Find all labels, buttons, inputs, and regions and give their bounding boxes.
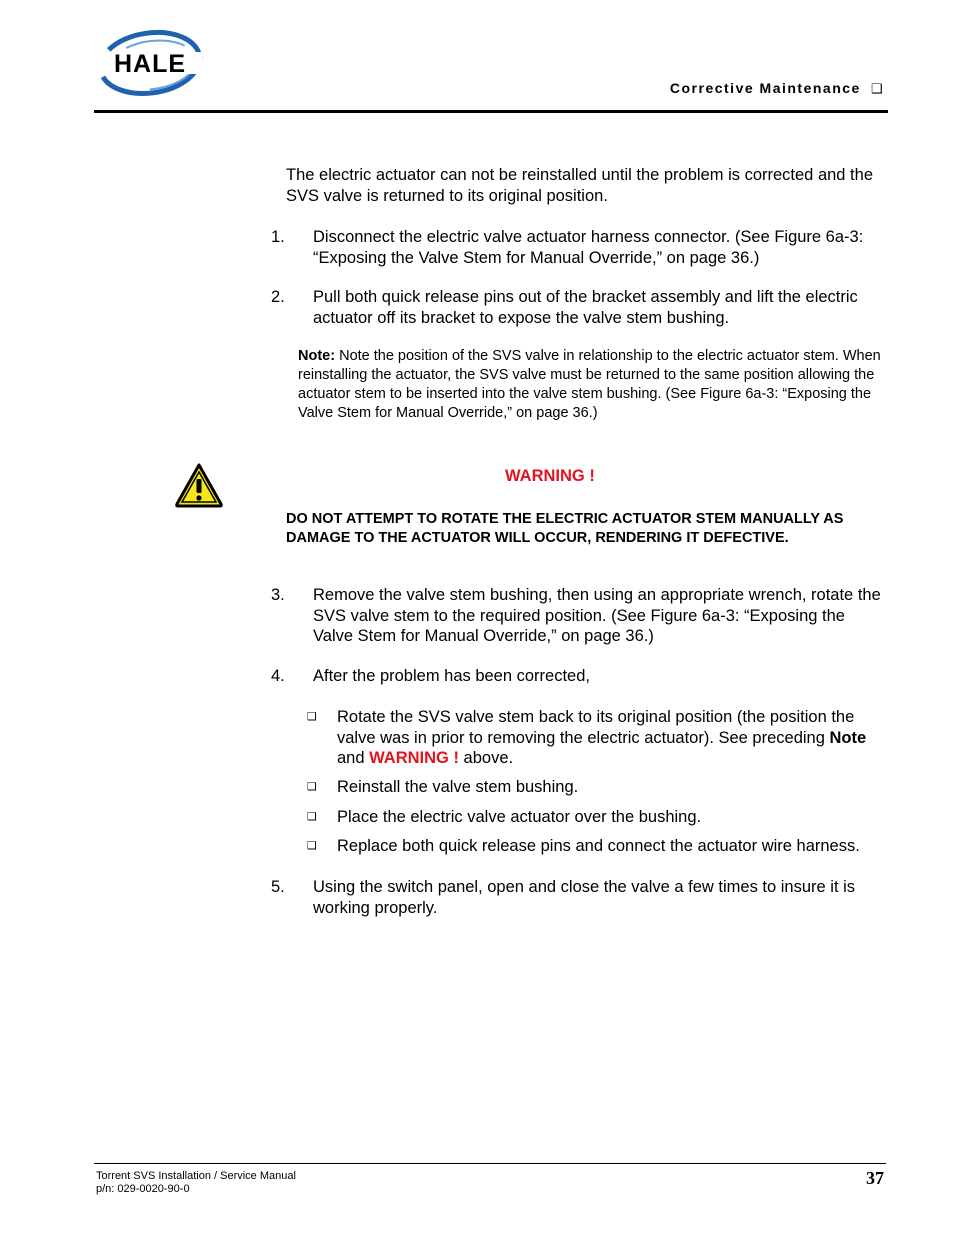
step-2-text: Pull both quick release pins out of the bracket assembly and lift the electric actuator off its bracket to expose the valve stem bushing. xyxy=(313,288,858,327)
step-5-text: Using the switch panel, open and close the valve a few times to insure it is working properly. xyxy=(313,878,856,917)
substep-4-marker: ❑ xyxy=(307,840,317,852)
page-number: 37 xyxy=(866,1168,884,1188)
note-text: Note the position of the SVS valve in relationship to the electric actuator stem. When reinstalling the actuator, the SVS valve must be returned to the same position allowing the actuator stem to be inserted into the valve stem bushing. (See Figure 6a-3: “Exposing the Valve Stem for Manual Override,” on page 36.) xyxy=(298,348,881,421)
section-title: Corrective Maintenance ❑ xyxy=(669,80,884,96)
step-3-text: Remove the valve stem bushing, then using an appropriate wrench, rotate the SVS valve stem to the required position. (See Figure 6a-3: “Exposing the Valve Stem for Manual Override,” on page 36.) xyxy=(313,586,881,645)
header-rule xyxy=(94,110,888,113)
part-number: p/n: 029-0020-90-0 xyxy=(96,1183,190,1195)
substep-1-text: Rotate the SVS valve stem back to its original position (the position the valve was in prior to removing the electric actuator). See preceding Note and WARNING ! above. xyxy=(337,708,867,767)
note-reference: Note xyxy=(829,728,867,747)
step-1-number: 1. xyxy=(271,228,285,246)
substep-4-text: Replace both quick release pins and connect the actuator wire harness. xyxy=(337,837,860,855)
substep-3-marker: ❑ xyxy=(307,811,317,823)
step-3-number: 3. xyxy=(271,586,285,604)
step-1-text: Disconnect the electric valve actuator harness connector. (See Figure 6a-3: “Exposing the Valve Stem for Manual Override,” on page 36.) xyxy=(313,228,864,267)
substep-1-marker: ❑ xyxy=(307,711,317,723)
footer-rule xyxy=(94,1163,886,1164)
warning-title: WARNING ! xyxy=(505,467,595,485)
warning-body: DO NOT ATTEMPT TO ROTATE THE ELECTRIC ACTUATOR STEM MANUALLY AS DAMAGE TO THE ACTUATOR WILL OCCUR, RENDERING IT DEFECTIVE. xyxy=(286,511,844,546)
warning-reference: WARNING ! xyxy=(369,749,459,767)
substep-2-marker: ❑ xyxy=(307,781,317,793)
substep-2-text: Reinstall the valve stem bushing. xyxy=(337,778,579,796)
section-marker: ❑ xyxy=(870,81,884,96)
substep-3-text: Place the electric valve actuator over the bushing. xyxy=(337,808,702,826)
intro-paragraph: The electric actuator can not be reinstalled until the problem is corrected and the SVS valve is returned to its original position. xyxy=(286,166,873,205)
manual-title: Torrent SVS Installation / Service Manual xyxy=(96,1170,296,1182)
footer-info xyxy=(96,1170,296,1196)
warning-triangle-icon xyxy=(174,462,224,508)
hale-logo xyxy=(94,26,206,100)
step-4-text: After the problem has been corrected, xyxy=(313,667,590,685)
note-block xyxy=(298,347,888,423)
svg-text:HALE: HALE xyxy=(113,50,187,78)
step-2-number: 2. xyxy=(271,288,285,306)
note-label: Note: xyxy=(298,348,336,364)
step-5-number: 5. xyxy=(271,878,285,896)
step-4-number: 4. xyxy=(271,667,285,685)
